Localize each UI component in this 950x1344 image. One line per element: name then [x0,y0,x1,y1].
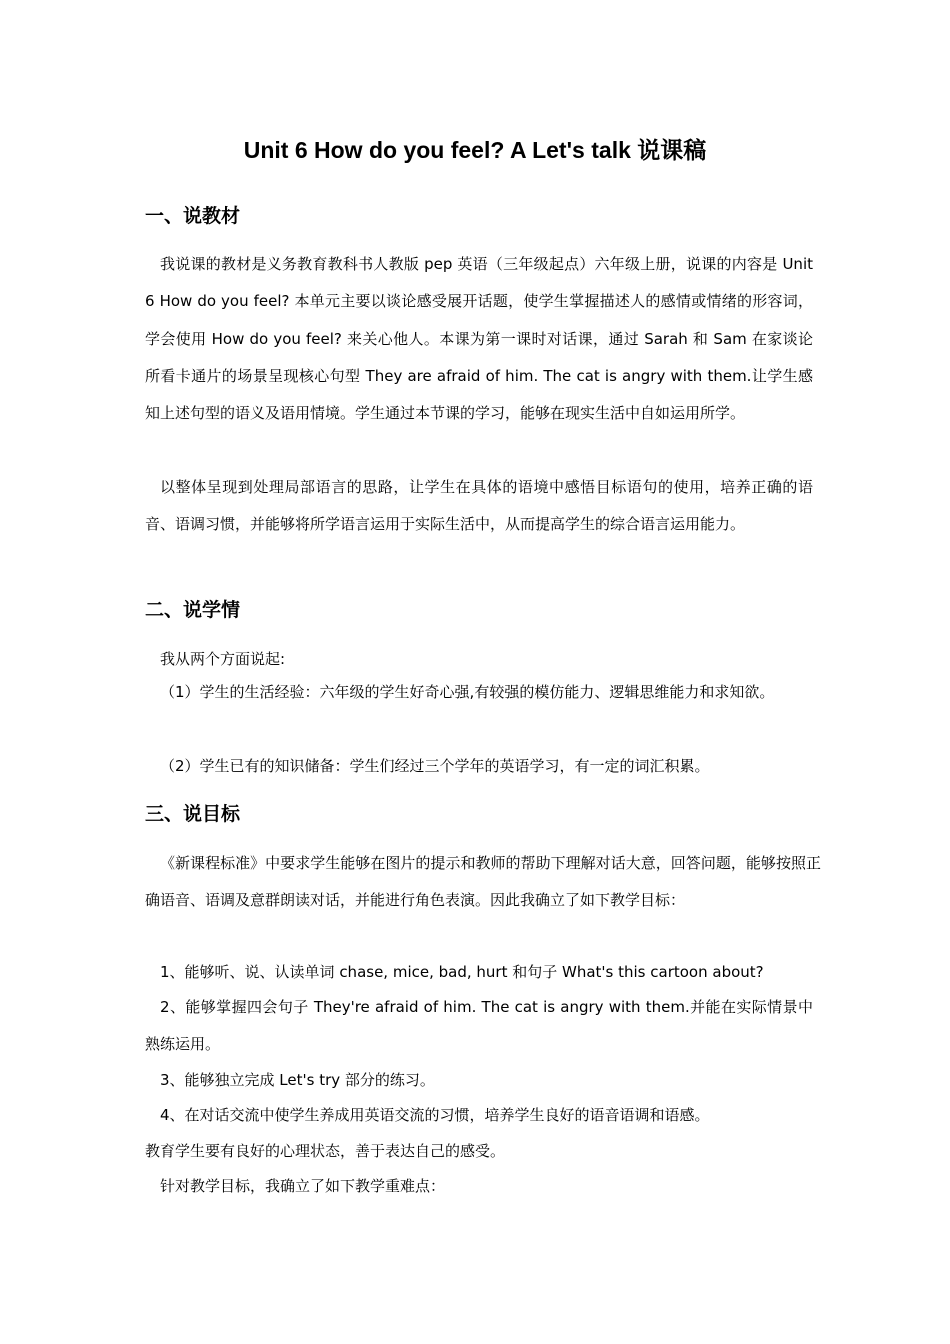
students-intro: 我从两个方面说起: [160,650,286,668]
students-item-2: （2）学生已有的知识储备：学生们经过三个学年的英语学习，有一定的词汇积累。 [160,757,710,775]
section-heading-goals: 三、说目标 [145,803,241,825]
goal-item-5: 教育学生要有良好的心理状态，善于表达自己的感受。 [145,1142,506,1160]
goal-item-3: 3、能够独立完成 Let's try 部分的练习。 [160,1071,435,1089]
textbook-paragraph-2: 以整体呈现到处理局部语言的思路，让学生在具体的语境中感悟目标语句的使用，培养正确的语音、语调习惯，并能够将所学语言运用于实际生活中，从而提高学生的综合语言运用能力。 [145,478,813,534]
goals-paragraph: 《新课程标准》中要求学生能够在图片的提示和教师的帮助下理解对话大意，回答问题，能够按照正确语音、语调及意群朗读对话，并能进行角色表演。因此我确立了如下教学目标： [145,854,821,910]
section-heading-textbook: 一、说教材 [145,205,241,227]
goal-item-2: 2、能够掌握四会句子 They're afraid of him. The cat is angry with them.并能在实际情景中熟练运用。 [145,998,813,1054]
goal-item-6: 针对教学目标，我确立了如下教学重难点： [160,1177,446,1195]
section-heading-students: 二、说学情 [145,599,241,621]
textbook-paragraph-1: 我说课的教材是义务教育教科书人教版 pep 英语（三年级起点）六年级上册，说课的内容是 Unit 6 How do you feel? 本单元主要以谈论感受展开话题，使学生掌握描述人的感情或情绪的形容词，学会使用 How do you feel? 来关心他人。本课为第一课时对话课，通过 Sarah 和 Sam 在家谈论所看卡通片的场景呈现核心句型 They are afraid of him. The cat is angry with them.让学生感知上述句型的语义及语用情境。学生通过本节课的学习，能够在现实生活中自如运用所学。 [145,255,813,423]
students-item-1: （1）学生的生活经验：六年级的学生好奇心强,有较强的模仿能力、逻辑思维能力和求知欲。 [160,683,775,701]
document-title: Unit 6 How do you feel? A Let's talk 说课稿 [243,137,707,163]
goal-item-4: 4、在对话交流中使学生养成用英语交流的习惯，培养学生良好的语音语调和语感。 [160,1106,710,1124]
goal-item-1: 1、能够听、说、认读单词 chase, mice, bad, hurt 和句子 What's this cartoon about? [160,963,764,981]
